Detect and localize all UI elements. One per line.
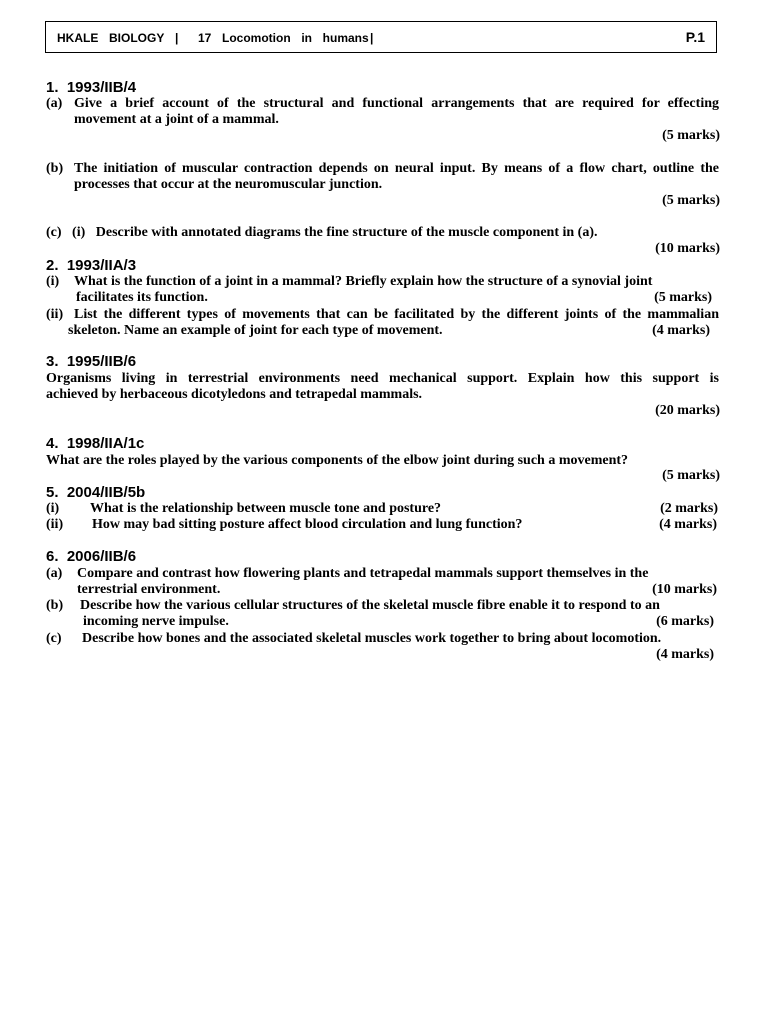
page-number: P.1 [685, 29, 705, 45]
q5-part-ii-label: (ii) [46, 517, 64, 532]
q6-part-a-text-cont: terrestrial environment. [77, 582, 221, 597]
q2-part-ii-marks: (4 marks) [652, 323, 710, 338]
q1-part-b-marks: (5 marks) [662, 193, 720, 208]
q4-text: What are the roles played by the various components of the elbow joint during such a movement? [46, 453, 629, 468]
question-6-title: 6. 2006/IIB/6 [46, 548, 137, 565]
q1-part-a-text: Give a brief account of the structural and functional arrangements that are required for effecting [74, 96, 719, 111]
q3-text: Organisms living in terrestrial environments need mechanical support. Explain how this support is [46, 371, 719, 386]
q6-part-c-label: (c) [46, 631, 62, 646]
q5-part-ii-marks: (4 marks) [659, 517, 717, 532]
q6-part-c-text: Describe how bones and the associated skeletal muscles work together to bring about locomotion. [82, 631, 662, 646]
header-subject: HKALE BIOLOGY [57, 31, 165, 45]
q2-part-ii-text-cont: skeleton. Name an example of joint for each type of movement. [68, 323, 443, 338]
q3-marks: (20 marks) [655, 403, 720, 418]
question-1-title: 1. 1993/IIB/4 [46, 79, 137, 96]
header-separator: | [370, 31, 374, 45]
header-topic: 17 Locomotion in humans [198, 31, 369, 45]
question-3-title: 3. 1995/IIB/6 [46, 353, 137, 370]
q2-part-i-label: (i) [46, 274, 60, 289]
q6-part-a-marks: (10 marks) [652, 582, 717, 597]
q1-part-b-label: (b) [46, 161, 64, 176]
q2-part-ii-text: List the different types of movements that can be facilitated by the different joints of the mammalian [74, 307, 719, 322]
question-4-title: 4. 1998/IIA/1c [46, 435, 145, 452]
q5-part-ii-text: How may bad sitting posture affect blood circulation and lung function? [92, 517, 523, 532]
q5-part-i-marks: (2 marks) [660, 501, 718, 516]
page-header [45, 21, 717, 53]
q2-part-i-marks: (5 marks) [654, 290, 712, 305]
q4-marks: (5 marks) [662, 468, 720, 483]
q5-part-i-label: (i) [46, 501, 60, 516]
q2-part-i-text: What is the function of a joint in a mammal? Briefly explain how the structure of a synovial joint [74, 274, 653, 289]
q1-part-b-text: The initiation of muscular contraction depends on neural input. By means of a flow chart, outline the [74, 161, 719, 176]
q6-part-a-text: Compare and contrast how flowering plants and tetrapedal mammals support themselves in the [77, 566, 649, 581]
q6-part-b-text-cont: incoming nerve impulse. [83, 614, 229, 629]
q1-part-c-marks: (10 marks) [655, 241, 720, 256]
q1-part-a-label: (a) [46, 96, 63, 111]
q1-part-a-text-cont: movement at a joint of a mammal. [74, 112, 279, 127]
q6-part-b-marks: (6 marks) [656, 614, 714, 629]
q1-part-b-text-cont: processes that occur at the neuromuscular junction. [74, 177, 383, 192]
q6-part-b-text: Describe how the various cellular structures of the skeletal muscle fibre enable it to respond to an [80, 598, 660, 613]
question-5-title: 5. 2004/IIB/5b [46, 484, 146, 501]
header-separator: | [175, 31, 179, 45]
q6-part-c-marks: (4 marks) [656, 647, 714, 662]
q6-part-a-label: (a) [46, 566, 63, 581]
q3-text-cont: achieved by herbaceous dicotyledons and tetrapedal mammals. [46, 387, 423, 402]
q6-part-b-label: (b) [46, 598, 64, 613]
q1-part-a-marks: (5 marks) [662, 128, 720, 143]
q2-part-ii-label: (ii) [46, 307, 64, 322]
q5-part-i-text: What is the relationship between muscle tone and posture? [90, 501, 442, 516]
q1-part-c-text: (c) (i) Describe with annotated diagrams the fine structure of the muscle component in (a). [46, 225, 598, 240]
question-2-title: 2. 1993/IIA/3 [46, 257, 137, 274]
q2-part-i-text-cont: facilitates its function. [76, 290, 208, 305]
